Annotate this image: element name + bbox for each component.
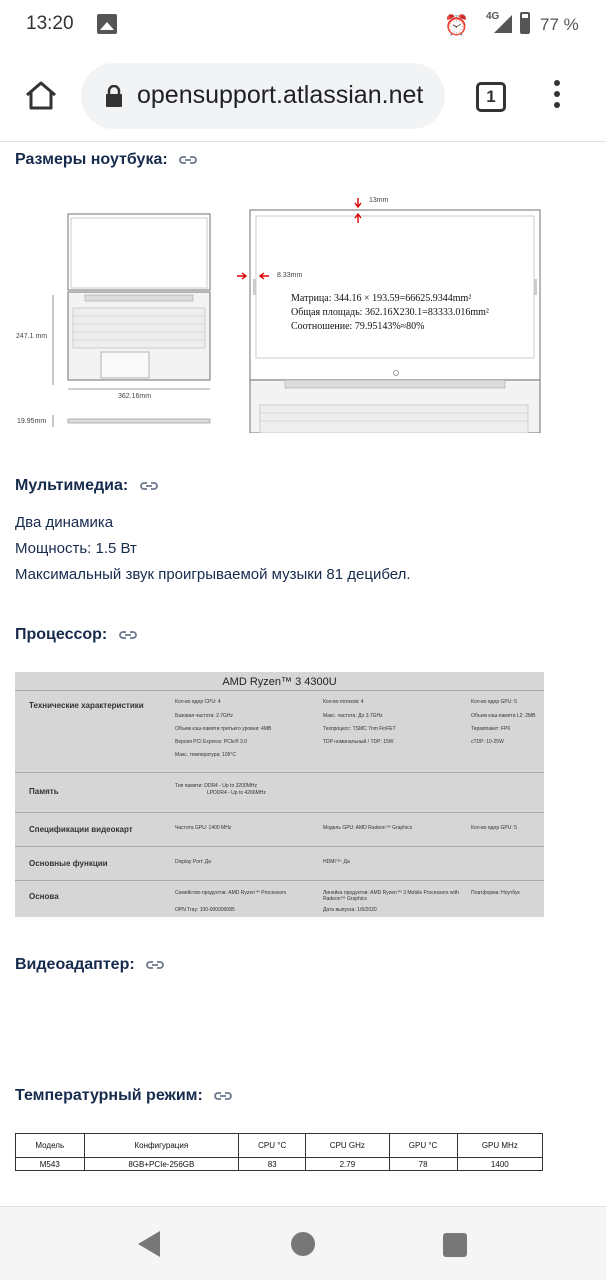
link-icon[interactable] (145, 958, 165, 972)
table-cell: 8GB+PCIe-256GB (84, 1158, 239, 1171)
link-icon[interactable] (118, 628, 138, 642)
multimedia-line: Максимальный звук проигрываемой музыки 81 децибел. (15, 566, 411, 583)
browser-toolbar (0, 50, 606, 142)
cpu-value: Версия PCI Express: PCIe® 3.0 (175, 739, 247, 745)
cpu-value: Кол-во ядер GPU: 5 (471, 699, 517, 705)
table-row (16, 1158, 543, 1171)
ratio-caption: Соотношение: 79.95143%≈80% (291, 321, 425, 332)
cpu-value: Модель GPU: AMD Radeon™ Graphics (323, 825, 413, 831)
table-header: GPU MHz (457, 1134, 542, 1158)
link-icon[interactable] (178, 153, 198, 167)
dim-top-bezel: 13mm (369, 197, 389, 204)
status-time: 13:20 (26, 13, 74, 34)
heading-video: Видеоадаптер: (15, 956, 165, 974)
table-header: GPU °C (389, 1134, 457, 1158)
cpu-spec-row (15, 880, 544, 917)
matrix-caption: Матрица: 344.16 × 193.59=66625.9344mm² (291, 293, 472, 304)
lock-icon (105, 85, 123, 107)
page-content (0, 142, 606, 1206)
cpu-value: Частота GPU: 1400 MHz (175, 825, 232, 831)
link-icon[interactable] (213, 1089, 233, 1103)
cpu-value: Семейство продуктов: AMD Ryzen™ Processors (175, 890, 287, 896)
status-bar (0, 0, 606, 50)
tab-switcher-button[interactable]: 1 (476, 82, 506, 112)
alarm-icon: ⏰ (444, 15, 469, 37)
table-header: CPU GHz (306, 1134, 389, 1158)
home-icon[interactable] (24, 80, 58, 110)
table-cell: 1400 (457, 1158, 542, 1171)
cpu-value: Линейка продуктов: AMD Ryzen™ 3 Mobile Processors with Radeon™ Graphics (323, 890, 459, 902)
heading-multimedia: Мультимедиа: (15, 477, 159, 495)
cpu-value: Кол-во ядер CPU: 4 (175, 699, 221, 705)
cpu-value: Макс. частота: До 3.7GHz (323, 713, 383, 719)
table-cell: 83 (239, 1158, 306, 1171)
cpu-spec-row (15, 690, 544, 772)
table-header: Конфигурация (84, 1134, 239, 1158)
cpu-value: TDP номинальный / TDP: 15W (323, 739, 394, 745)
system-nav-bar (0, 1206, 606, 1280)
cpu-row-label: Технические характеристики (29, 701, 144, 710)
cpu-value: Термопакет: FP6 (471, 726, 511, 732)
cpu-spec-image (15, 672, 544, 917)
battery-icon (520, 12, 530, 34)
temperature-table (15, 1133, 543, 1171)
battery-percent: 77 % (540, 15, 579, 34)
dim-height: 247.1 mm (16, 333, 48, 340)
multimedia-line: Два динамика (15, 514, 114, 531)
table-header-row (16, 1134, 543, 1158)
table-cell: 2.79 (306, 1158, 389, 1171)
cpu-row-label: Память (29, 787, 59, 796)
cpu-value: Платформа: Ноутбук (471, 890, 520, 896)
network-type: 4G (486, 11, 500, 22)
area-caption: Общая площадь: 362.16X230.1=83333.016mm² (291, 307, 489, 318)
home-button-icon[interactable] (291, 1232, 315, 1256)
address-bar[interactable] (81, 63, 445, 129)
cpu-row-label: Основа (29, 892, 59, 901)
table-cell: 78 (389, 1158, 457, 1171)
multimedia-line: Мощность: 1.5 Вт (15, 540, 137, 557)
table-header: CPU °C (239, 1134, 306, 1158)
cpu-value: LPDDR4 - Up to 4266MHz (207, 790, 266, 796)
cpu-spec-row (15, 772, 544, 812)
cpu-value: Display Port: Да (175, 859, 211, 865)
cpu-row-label: Спецификации видеокарт (29, 825, 133, 834)
gallery-notification-icon (97, 14, 117, 34)
laptop-dimensions-image (15, 187, 545, 433)
dim-side-bezel: 8.33mm (277, 272, 303, 279)
dim-width: 362.16mm (118, 393, 152, 400)
cpu-value: Дата выпуска: 1/6/2020 (323, 907, 377, 913)
multimedia-text (15, 510, 411, 588)
cpu-value: Объем кэш-памяти L2: 2MB (471, 713, 536, 719)
heading-processor: Процессор: (15, 626, 138, 644)
cpu-row-label: Основные функции (29, 859, 108, 868)
cpu-value: Тип памяти: DDR4 - Up to 3200MHz (175, 783, 258, 789)
cpu-value: Кол-во ядер GPU: 5 (471, 825, 517, 831)
cpu-value: Объем кэш-памяти третьего уровня: 4MB (175, 726, 272, 732)
cpu-value: HDMI™: Да (323, 859, 350, 865)
table-header: Модель (16, 1134, 85, 1158)
cpu-spec-row (15, 846, 544, 880)
overflow-menu-icon[interactable] (552, 80, 562, 112)
cpu-value: cTDP: 10-25W (471, 739, 504, 745)
signal-icon (494, 15, 512, 33)
cpu-value: Макс. температура: 105°C (175, 752, 236, 758)
heading-dimensions: Размеры ноутбука: (15, 151, 198, 169)
back-icon[interactable] (138, 1231, 160, 1257)
cpu-value: OPN Tray: 100-000000085 (175, 907, 235, 913)
cpu-title: AMD Ryzen™ 3 4300U (222, 676, 337, 688)
cpu-value: Базовая частота: 2.7GHz (175, 713, 234, 719)
cpu-value: Кол-во потоков: 4 (323, 699, 364, 705)
recents-icon[interactable] (443, 1233, 467, 1257)
dim-thickness: 19.95mm (17, 418, 47, 425)
cpu-spec-row (15, 812, 544, 846)
table-cell: M543 (16, 1158, 85, 1171)
cpu-value: Техпроцесс: TSMC 7nm FinFET (323, 726, 396, 732)
url-text[interactable]: opensupport.atlassian.net (137, 81, 424, 109)
heading-temperature: Температурный режим: (15, 1087, 233, 1105)
link-icon[interactable] (139, 479, 159, 493)
